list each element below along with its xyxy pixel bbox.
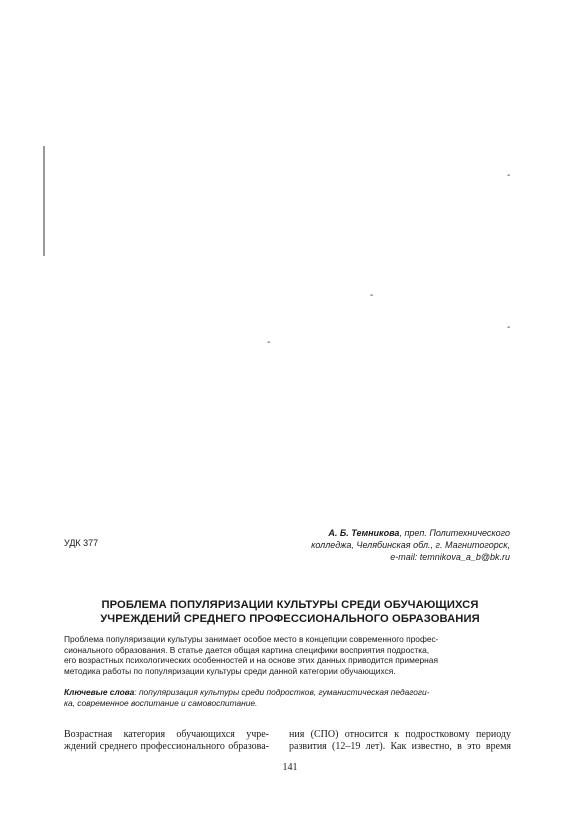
body-line: ния (СПО) относится к подростковому периоду [289, 729, 511, 740]
body-column-left [64, 729, 269, 753]
author-line-1 [250, 527, 510, 539]
keywords-label: Ключевые слова [64, 687, 135, 697]
article-title [64, 598, 516, 626]
stray-dash: - [370, 290, 374, 301]
stray-dash: - [507, 170, 511, 181]
body-line: Возрастная категория обучающихся учре- [64, 729, 269, 740]
keywords [64, 687, 510, 708]
udc-code: УДК 377 [64, 538, 99, 548]
abstract-line: его возрастных психологических особенностей и на основе этих данных приводится примерная [64, 655, 438, 665]
keywords-line-2: ка, современное воспитание и самовоспитание. [64, 697, 258, 708]
abstract-line: сионального образования. В статье дается общая картина специфики восприятия подростка, [64, 644, 430, 655]
abstract [64, 634, 510, 676]
author-line-2: колледжа, Челябинская обл., г. Магнитогорск, [311, 540, 510, 550]
page-number: 141 [282, 762, 298, 773]
abstract-line: методика работы по популяризации культуры среди данной категории обучающихся. [64, 665, 396, 676]
margin-rule [43, 146, 45, 256]
stray-dash: - [267, 337, 271, 348]
body-column-right [289, 729, 511, 753]
body-line: ждений среднего профессионального образова- [64, 741, 269, 752]
author-email: e-mail: temnikova_a_b@bk.ru [390, 552, 510, 562]
title-line-2: УЧРЕЖДЕНИЙ СРЕДНЕГО ПРОФЕССИОНАЛЬНОГО ОБРАЗОВАНИЯ [100, 613, 480, 625]
author-name: А. Б. Темникова [328, 528, 400, 538]
author-block [250, 527, 510, 563]
keywords-line-1 [64, 687, 510, 698]
author-affiliation: , преп. Политехнического [399, 528, 510, 538]
title-line-1: ПРОБЛЕМА ПОПУЛЯРИЗАЦИИ КУЛЬТУРЫ СРЕДИ ОБУЧАЮЩИХСЯ [101, 599, 479, 611]
body-line: развития (12–19 лет). Как известно, в это время [289, 741, 511, 752]
stray-dash: - [507, 322, 511, 333]
abstract-line: Проблема популяризации культуры занимает особое место в концепции современного профес- [64, 634, 439, 644]
keywords-text: : популяризация культуры среди подростков, гуманистическая педагоги- [134, 687, 430, 697]
